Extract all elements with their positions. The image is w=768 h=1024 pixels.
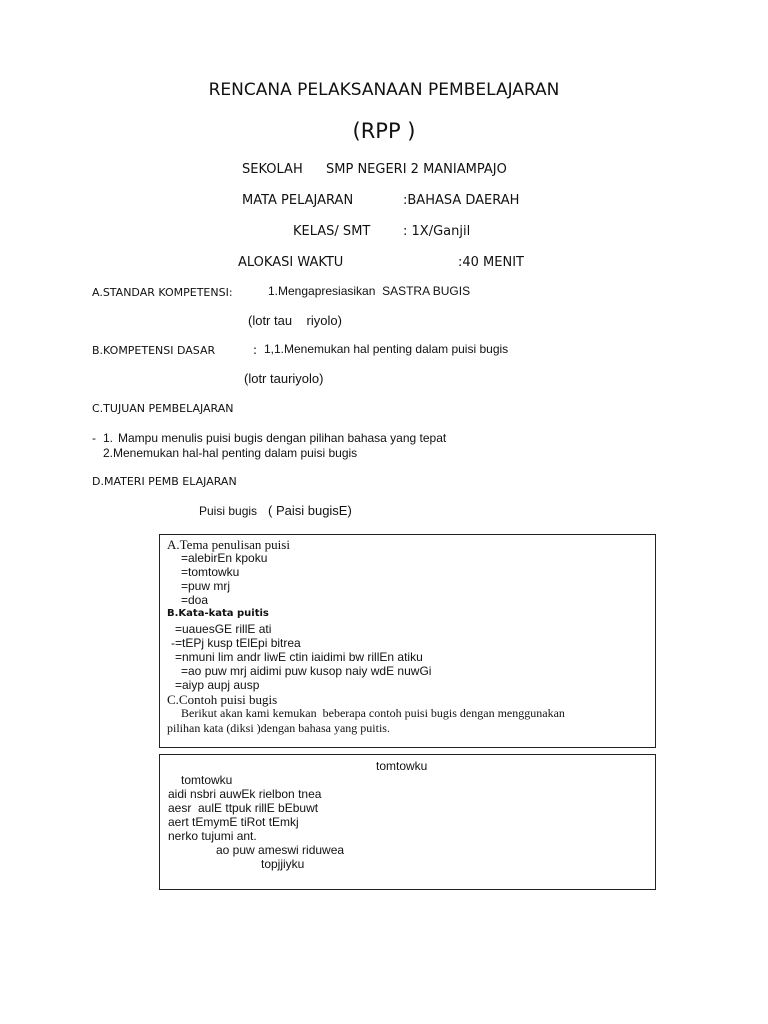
section-c-item1-text: Mampu menulis puisi bugis dengan pilihan bahasa yang tepat (118, 431, 447, 445)
section-a-lontara: (lotr tau riyolo) (248, 313, 342, 328)
tema-item: =doa (181, 593, 209, 607)
kata-heading: B.Kata-kata puitis (167, 608, 269, 619)
poem-line: aesr aulE ttpuk rillE bEbuwt (168, 801, 319, 815)
page-subtitle: (RPP ) (352, 119, 416, 143)
section-c-heading: C.TUJUAN PEMBELAJARAN (92, 402, 234, 415)
section-d-heading: D.MATERI PEMB ELAJARAN (92, 475, 237, 488)
kata-item: =uauesGE rillE ati (175, 622, 272, 636)
poem-line: aert tEmymE tiRot tEmkj (168, 815, 299, 829)
kata-item: =ao puw mrj aidimi puw kusop naiy wdE nuwGi (181, 664, 432, 678)
section-a-text: 1.Mengapresiasikan SASTRA BUGIS (268, 284, 471, 298)
kata-item: =aiyp aupj ausp (175, 678, 260, 692)
section-d-lontara: ( Paisi bugisE) (268, 503, 352, 518)
sekolah-label: SEKOLAH (242, 162, 303, 177)
tema-item: =puw mrj (181, 579, 231, 593)
section-b-lontara: (lotr tauriyolo) (244, 371, 324, 386)
alokasi-label: ALOKASI WAKTU (238, 255, 344, 270)
page-title: RENCANA PELAKSANAAN PEMBELAJARAN (208, 80, 560, 100)
poem-line: topjjiyku (261, 857, 305, 871)
poem-title: tomtowku (376, 759, 428, 773)
section-a-heading: A.STANDAR KOMPETENSI: (92, 286, 233, 299)
section-d-text: Puisi bugis (199, 504, 258, 518)
contoh-text-line: pilihan kata (diksi )dengan bahasa yang puitis. (167, 721, 390, 735)
tema-heading: A.Tema penulisan puisi (167, 537, 290, 552)
poem-line: ao puw ameswi riduwea (216, 843, 345, 857)
kelas-label: KELAS/ SMT (293, 224, 371, 239)
section-c-item1-number: 1. (103, 431, 114, 445)
section-b-colon: : (253, 343, 258, 357)
kata-item: -=tEPj kusp tElEpi bitrea (171, 636, 301, 650)
mapel-label: MATA PELAJARAN (242, 193, 354, 208)
tema-item: =alebirEn kpoku (181, 551, 268, 565)
poem-line: nerko tujumi ant. (168, 829, 257, 843)
poem-line: aidi nsbri auwEk rielbon tnea (168, 787, 322, 801)
poem-line: tomtowku (181, 773, 233, 787)
contoh-heading: C.Contoh puisi bugis (167, 692, 278, 707)
sekolah-value: SMP NEGERI 2 MANIAMPAJO (326, 162, 507, 177)
contoh-text-line: Berikut akan kami kemukan beberapa contoh puisi bugis dengan menggunakan (181, 706, 565, 720)
section-b-heading: B.KOMPETENSI DASAR (92, 344, 216, 357)
section-b-text: 1,1.Menemukan hal penting dalam puisi bugis (264, 342, 509, 356)
alokasi-value: :40 MENIT (458, 255, 524, 270)
kata-item: =nmuni lim andr liwE ctin iaidimi bw rillEn atiku (175, 650, 423, 664)
section-c-dash: - (92, 431, 96, 445)
kelas-value: : 1X/Ganjil (403, 224, 471, 239)
tema-item: =tomtowku (181, 565, 240, 579)
mapel-value: :BAHASA DAERAH (403, 193, 520, 208)
section-c-item2: 2.Menemukan hal-hal penting dalam puisi bugis (103, 446, 358, 460)
